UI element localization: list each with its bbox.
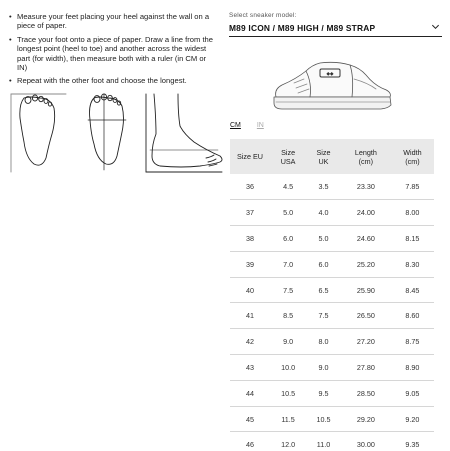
svg-text:◆◆: ◆◆ xyxy=(326,71,334,76)
selector-label: Select sneaker model: xyxy=(229,12,297,19)
table-cell: 41 xyxy=(230,303,270,329)
table-row xyxy=(230,303,434,329)
instruction-item: • Repeat with the other foot and choose the longest. xyxy=(8,76,218,85)
sneaker-model-dropdown[interactable] xyxy=(229,23,442,37)
instruction-list xyxy=(8,12,218,86)
instruction-item: • Measure your feet placing your heel against the wall on a piece of paper. xyxy=(8,12,218,31)
table-cell: 24.60 xyxy=(341,226,391,252)
table-row xyxy=(230,406,434,432)
table-cell: 7.5 xyxy=(306,303,341,329)
table-row xyxy=(230,174,434,200)
table-row xyxy=(230,380,434,406)
sneaker-image xyxy=(270,55,395,115)
table-cell: 7.85 xyxy=(391,174,434,200)
table-cell: 10.5 xyxy=(270,380,306,406)
table-cell: 8.60 xyxy=(391,303,434,329)
table-cell: 29.20 xyxy=(341,406,391,432)
chevron-down-icon[interactable] xyxy=(431,22,440,31)
instruction-item: • Trace your foot onto a piece of paper. Draw a line from the longest point (heel to toe) and another across the widest part (for width), then measure both with a ruler (in CM or IN) xyxy=(8,35,218,73)
table-row xyxy=(230,200,434,226)
col-size-usa: Size USA xyxy=(270,139,306,174)
table-cell: 36 xyxy=(230,174,270,200)
col-width: Width (cm) xyxy=(391,139,434,174)
table-cell: 44 xyxy=(230,380,270,406)
table-cell: 30.00 xyxy=(341,432,391,451)
table-cell: 9.20 xyxy=(391,406,434,432)
table-cell: 9.05 xyxy=(391,380,434,406)
table-cell: 28.50 xyxy=(341,380,391,406)
table-cell: 25.90 xyxy=(341,277,391,303)
table-row xyxy=(230,226,434,252)
table-cell: 27.20 xyxy=(341,329,391,355)
unit-toggle[interactable] xyxy=(230,122,278,129)
table-cell: 8.15 xyxy=(391,226,434,252)
table-cell: 12.0 xyxy=(270,432,306,451)
table-cell: 5.0 xyxy=(306,226,341,252)
table-row xyxy=(230,355,434,381)
table-cell: 8.00 xyxy=(391,200,434,226)
table-cell: 8.5 xyxy=(270,303,306,329)
table-cell: 10.5 xyxy=(306,406,341,432)
table-row xyxy=(230,432,434,451)
table-row xyxy=(230,329,434,355)
table-cell: 42 xyxy=(230,329,270,355)
table-cell: 3.5 xyxy=(306,174,341,200)
foot-measure-illustration xyxy=(8,92,223,174)
table-cell: 46 xyxy=(230,432,270,451)
table-cell: 8.75 xyxy=(391,329,434,355)
table-cell: 11.0 xyxy=(306,432,341,451)
table-cell: 25.20 xyxy=(341,251,391,277)
table-cell: 8.45 xyxy=(391,277,434,303)
table-cell: 7.0 xyxy=(270,251,306,277)
table-cell: 4.5 xyxy=(270,174,306,200)
table-cell: 4.0 xyxy=(306,200,341,226)
unit-in-tab[interactable]: IN xyxy=(256,122,264,129)
measuring-instructions xyxy=(8,12,218,90)
table-cell: 9.35 xyxy=(391,432,434,451)
table-cell: 8.30 xyxy=(391,251,434,277)
table-cell: 8.0 xyxy=(306,329,341,355)
table-cell: 9.0 xyxy=(306,355,341,381)
col-length: Length (cm) xyxy=(341,139,391,174)
col-size-eu: Size EU xyxy=(230,139,270,174)
sneaker-model-selector[interactable] xyxy=(229,12,442,37)
table-cell: 26.50 xyxy=(341,303,391,329)
table-cell: 6.5 xyxy=(306,277,341,303)
table-row xyxy=(230,251,434,277)
size-chart-table xyxy=(230,139,434,451)
table-header-row xyxy=(230,139,434,174)
table-cell: 43 xyxy=(230,355,270,381)
table-cell: 23.30 xyxy=(341,174,391,200)
col-size-uk: Size UK xyxy=(306,139,341,174)
foot-side-view-illustration xyxy=(146,94,222,172)
table-cell: 39 xyxy=(230,251,270,277)
table-cell: 38 xyxy=(230,226,270,252)
table-cell: 7.5 xyxy=(270,277,306,303)
table-cell: 37 xyxy=(230,200,270,226)
table-cell: 27.80 xyxy=(341,355,391,381)
foot-on-paper-illustration xyxy=(11,94,66,172)
table-cell: 9.5 xyxy=(306,380,341,406)
table-cell: 5.0 xyxy=(270,200,306,226)
foot-measure-lines-illustration xyxy=(88,94,126,170)
table-cell: 40 xyxy=(230,277,270,303)
selected-model: M89 ICON / M89 HIGH / M89 STRAP xyxy=(229,23,376,33)
table-cell: 8.90 xyxy=(391,355,434,381)
table-cell: 11.5 xyxy=(270,406,306,432)
table-cell: 6.0 xyxy=(306,251,341,277)
table-cell: 9.0 xyxy=(270,329,306,355)
table-cell: 10.0 xyxy=(270,355,306,381)
unit-cm-tab[interactable]: CM xyxy=(230,122,241,129)
table-cell: 24.00 xyxy=(341,200,391,226)
table-row xyxy=(230,277,434,303)
table-cell: 6.0 xyxy=(270,226,306,252)
table-cell: 45 xyxy=(230,406,270,432)
